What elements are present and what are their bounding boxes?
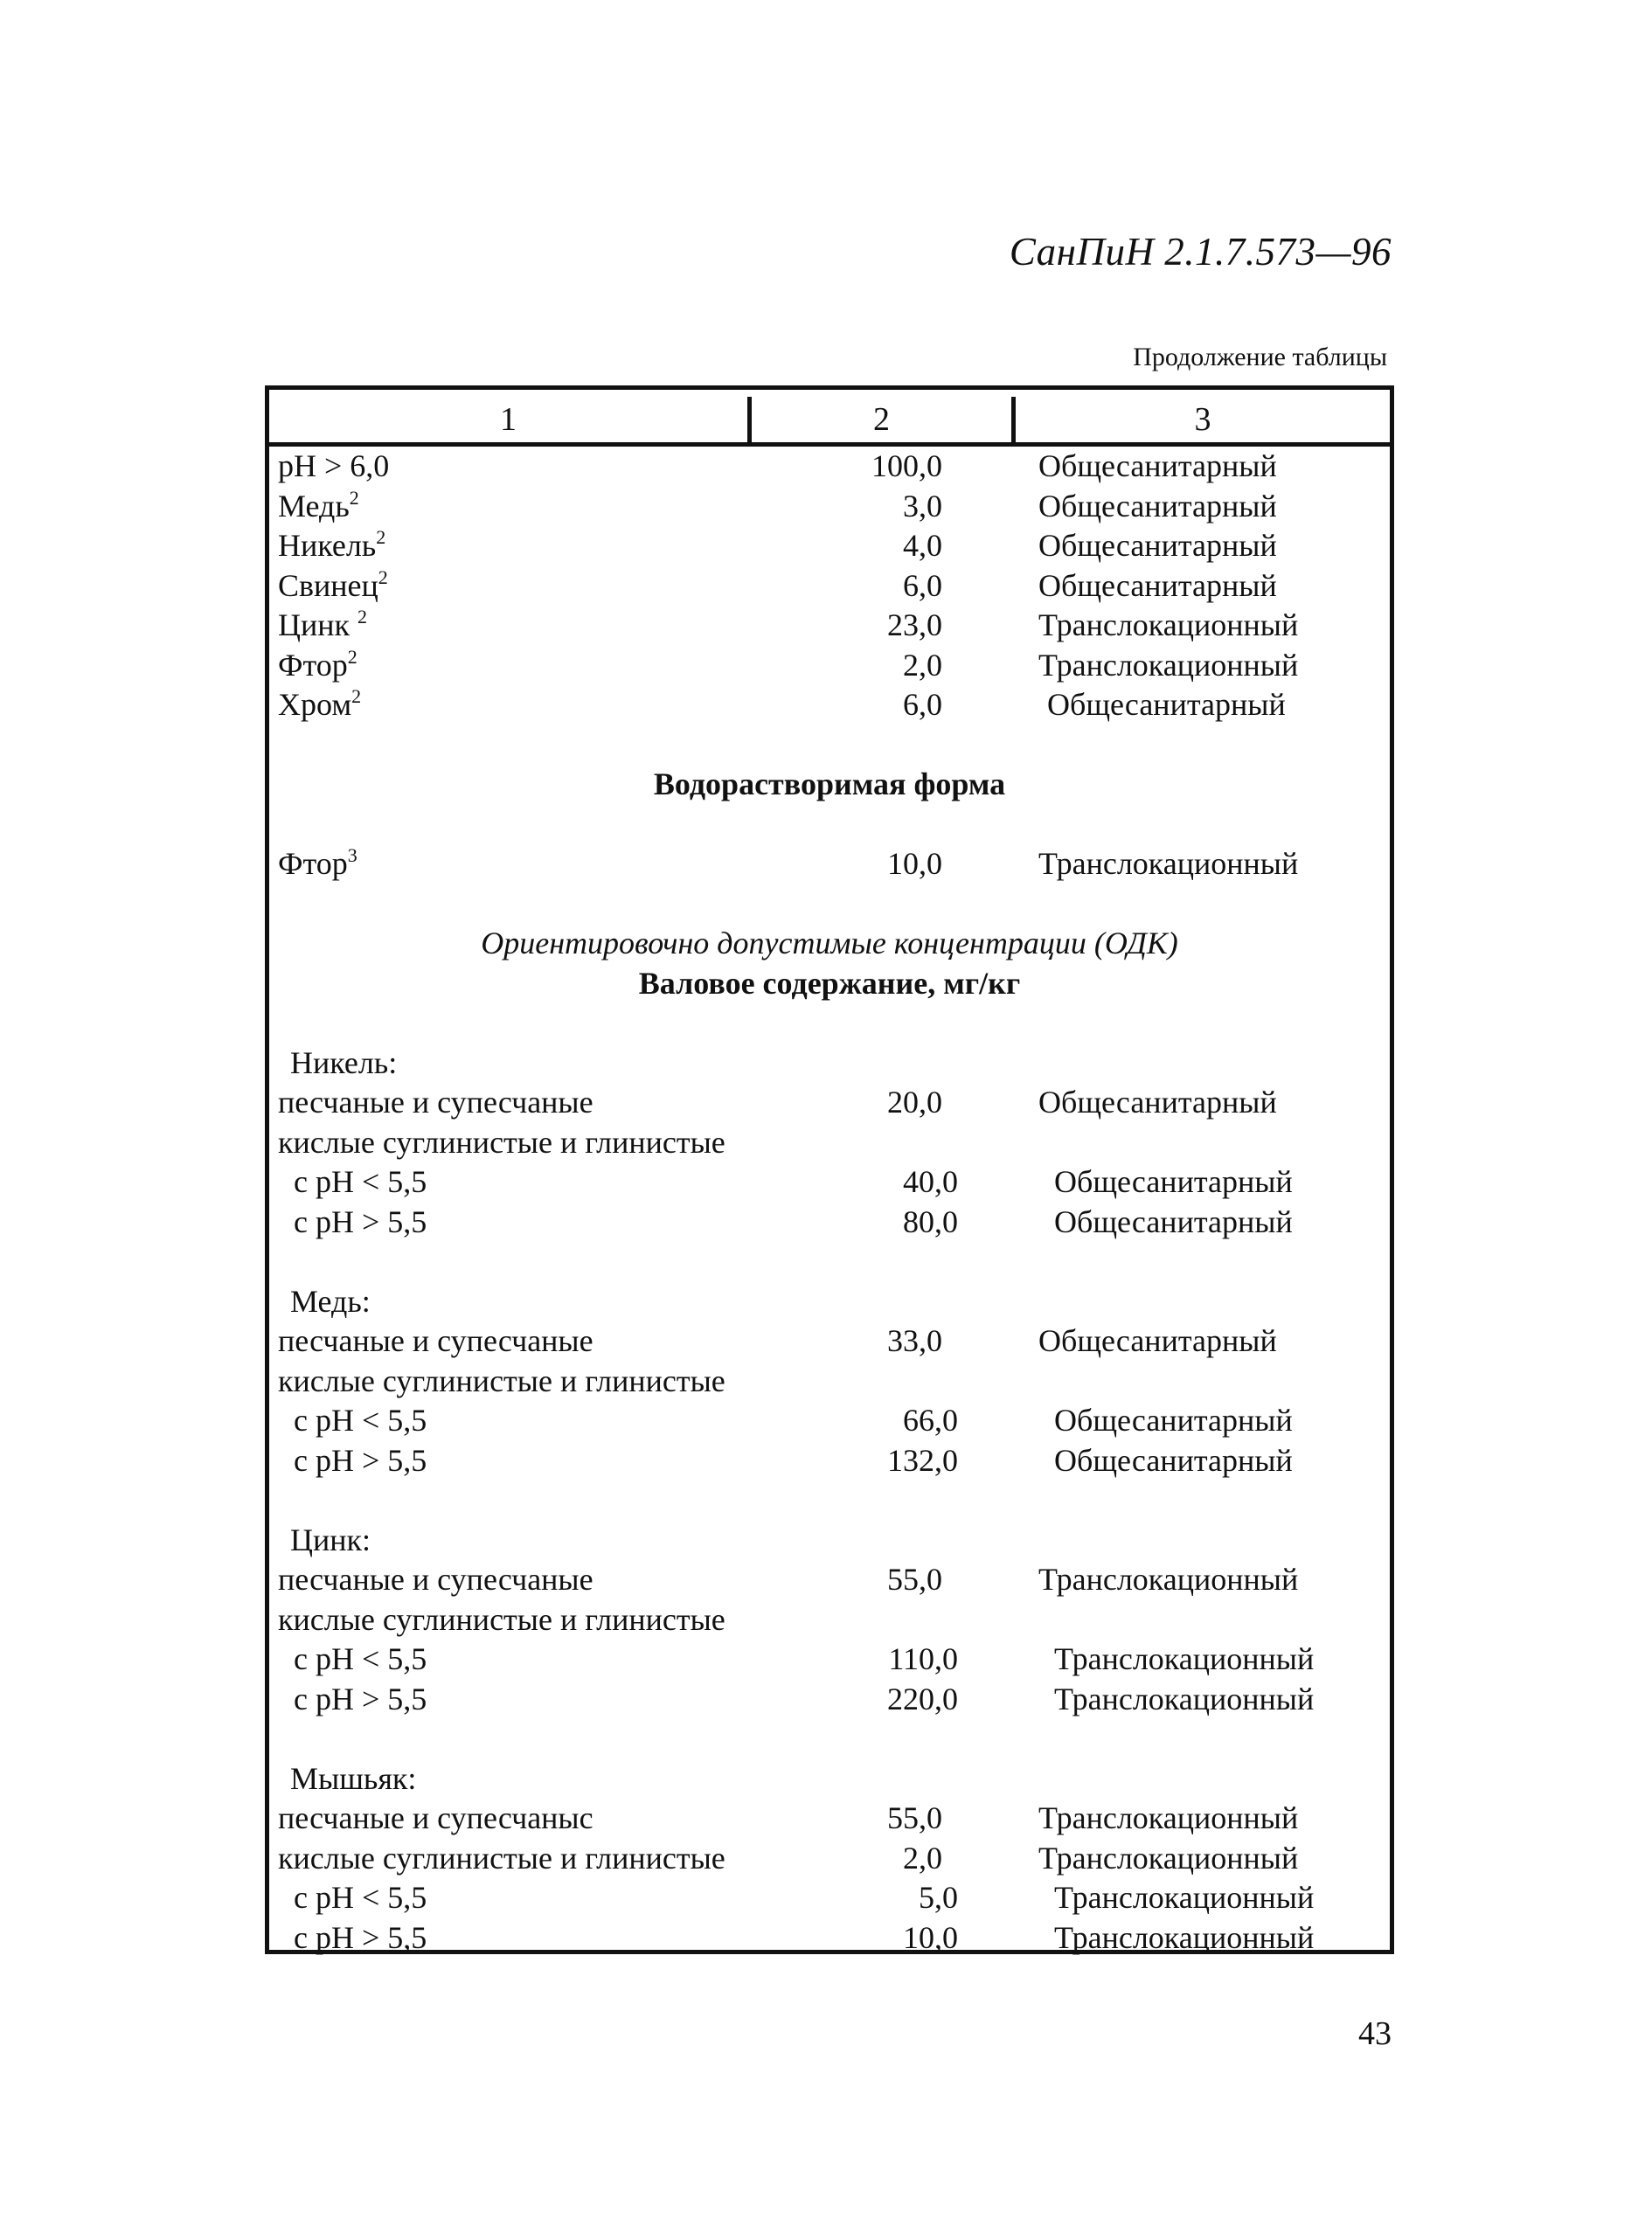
group-title-row [278, 1282, 1381, 1322]
table-row [278, 1878, 1381, 1918]
element-name: Никель$^2$ [278, 526, 386, 563]
table-row [278, 1083, 1381, 1123]
hazard-indicator: Общесанитарный [1038, 567, 1277, 603]
element-name: Хром$^2$ [278, 685, 362, 722]
soil-ph-range: с pH < 5,5 [294, 1164, 427, 1199]
concentration-value: 40,0 [903, 1164, 958, 1199]
hazard-indicator: Общесанитарный [1054, 1203, 1293, 1239]
group-title-row [278, 1521, 1381, 1561]
hazard-indicator: Общесанитарный [1038, 1085, 1277, 1120]
soil-ph-range: с pH > 5,5 [294, 1442, 427, 1478]
hazard-indicator: Транслокационный [1038, 846, 1299, 881]
table-row [278, 1362, 1381, 1402]
concentration-value: 10,0 [887, 846, 942, 881]
soil-type: песчаные и супесчаные [278, 1085, 593, 1120]
soil-type: кислые суглинистые и глинистые [278, 1363, 725, 1398]
element-name: Цинк $^2$ [278, 606, 368, 642]
hazard-indicator: Транслокационный [1038, 647, 1299, 683]
concentration-value: 6,0 [903, 567, 942, 603]
soil-type: кислые суглинистые и глинистые [278, 1840, 725, 1876]
concentration-value: 2,0 [903, 647, 942, 683]
soil-type: кислые суглинистые и глинистые [278, 1601, 725, 1637]
concentration-value: 80,0 [903, 1203, 958, 1239]
group-title: Никель: [290, 1044, 398, 1080]
element-name: Фтор$^3$ [278, 844, 357, 881]
soil-ph-range: с pH > 5,5 [294, 1919, 427, 1955]
soil-ph-range: с pH < 5,5 [294, 1880, 427, 1915]
concentration-value: 4,0 [903, 528, 942, 563]
element-name: Медь$^2$ [278, 486, 359, 524]
limits-table [265, 385, 1394, 1954]
hazard-indicator: Общесанитарный [1054, 1164, 1293, 1199]
hazard-indicator: Транслокационный [1054, 1880, 1315, 1915]
soil-ph-range: с pH > 5,5 [294, 1681, 427, 1716]
soil-type: кислые суглинистые и глинистые [278, 1124, 725, 1160]
group-title: Цинк: [290, 1522, 371, 1557]
table-row [278, 1321, 1381, 1362]
hazard-indicator: Общесанитарный [1047, 687, 1286, 722]
group-title: Медь: [290, 1283, 371, 1319]
concentration-value: 2,0 [903, 1840, 942, 1876]
soil-ph-range: с pH > 5,5 [294, 1203, 427, 1239]
soil-type: песчаные и супесчаные [278, 1323, 593, 1358]
group-title: Мышьяк: [290, 1760, 417, 1796]
group-title-row [278, 1044, 1381, 1084]
hazard-indicator: Общесанитарный [1054, 1442, 1293, 1478]
concentration-value: 3,0 [903, 488, 942, 524]
column-header-1: 1 [269, 397, 752, 442]
table-row [278, 1401, 1381, 1441]
element-name: Свинец$^2$ [278, 565, 388, 603]
hazard-indicator: Общесанитарный [1038, 448, 1277, 483]
soil-type: песчаные и супесчаные [278, 1562, 593, 1597]
section-heading: Водорастворимая форма [653, 766, 1006, 801]
page-number: 43 [1358, 2015, 1392, 2052]
concentration-value: 5,0 [919, 1880, 958, 1915]
concentration-value: 66,0 [903, 1403, 958, 1438]
concentration-value: 220,0 [887, 1681, 958, 1716]
concentration-value: 20,0 [887, 1085, 942, 1120]
concentration-value: 23,0 [887, 607, 942, 642]
hazard-indicator: Транслокационный [1038, 1562, 1299, 1597]
table-row [278, 1203, 1381, 1243]
table-row [278, 1162, 1381, 1203]
concentration-value: 10,0 [903, 1919, 958, 1955]
concentration-value: 33,0 [887, 1323, 942, 1358]
concentration-value: 6,0 [903, 687, 942, 722]
table-row [278, 1560, 1381, 1600]
concentration-value: 100,0 [871, 448, 942, 483]
soil-type: песчаные и супесчаныс [278, 1800, 593, 1835]
table-row [278, 526, 1381, 566]
element-name: Фтор$^2$ [278, 645, 357, 683]
hazard-indicator: Общесанитарный [1038, 488, 1277, 524]
table-row [278, 566, 1381, 607]
element-name: pH > 6,0 [278, 448, 390, 483]
table-row [278, 1799, 1381, 1839]
table-row [278, 1918, 1381, 1959]
hazard-indicator: Транслокационный [1038, 1840, 1299, 1876]
table-row [278, 447, 1381, 487]
group-title-row [278, 1759, 1381, 1799]
concentration-value: 110,0 [888, 1641, 958, 1676]
section-heading-gross: Валовое содержание, мг/кг [638, 965, 1021, 1001]
concentration-value: 132,0 [887, 1442, 958, 1478]
soil-ph-range: с pH < 5,5 [294, 1641, 427, 1676]
hazard-indicator: Общесанитарный [1038, 1323, 1277, 1358]
column-header-2: 2 [752, 397, 1016, 442]
table-row [278, 1640, 1381, 1680]
table-body [269, 447, 1390, 1958]
table-row [278, 1680, 1381, 1720]
table-row [278, 685, 1381, 725]
concentration-value: 55,0 [887, 1562, 942, 1597]
hazard-indicator: Транслокационный [1054, 1641, 1315, 1676]
table-row [278, 1441, 1381, 1481]
column-header-3: 3 [1194, 401, 1211, 438]
table-row [278, 606, 1381, 646]
concentration-value: 55,0 [887, 1800, 942, 1835]
hazard-indicator: Транслокационный [1038, 607, 1299, 642]
table-continuation-label: Продолжение таблицы [1133, 343, 1387, 371]
table-row [278, 646, 1381, 686]
document-code: СанПиН 2.1.7.573—96 [1009, 230, 1392, 274]
section-heading-odk: Ориентировочно допустимые концентрации (ОДК) [481, 926, 1178, 960]
table-row [278, 844, 1381, 884]
hazard-indicator: Общесанитарный [1038, 528, 1277, 563]
hazard-indicator: Общесанитарный [1054, 1403, 1293, 1438]
table-row [278, 1839, 1381, 1879]
table-header-row [269, 390, 1390, 447]
hazard-indicator: Транслокационный [1054, 1919, 1315, 1955]
table-row [278, 1600, 1381, 1640]
soil-ph-range: с pH < 5,5 [294, 1403, 427, 1438]
hazard-indicator: Транслокационный [1054, 1681, 1315, 1716]
table-row [278, 1123, 1381, 1163]
hazard-indicator: Транслокационный [1038, 1800, 1299, 1835]
table-row [278, 487, 1381, 527]
